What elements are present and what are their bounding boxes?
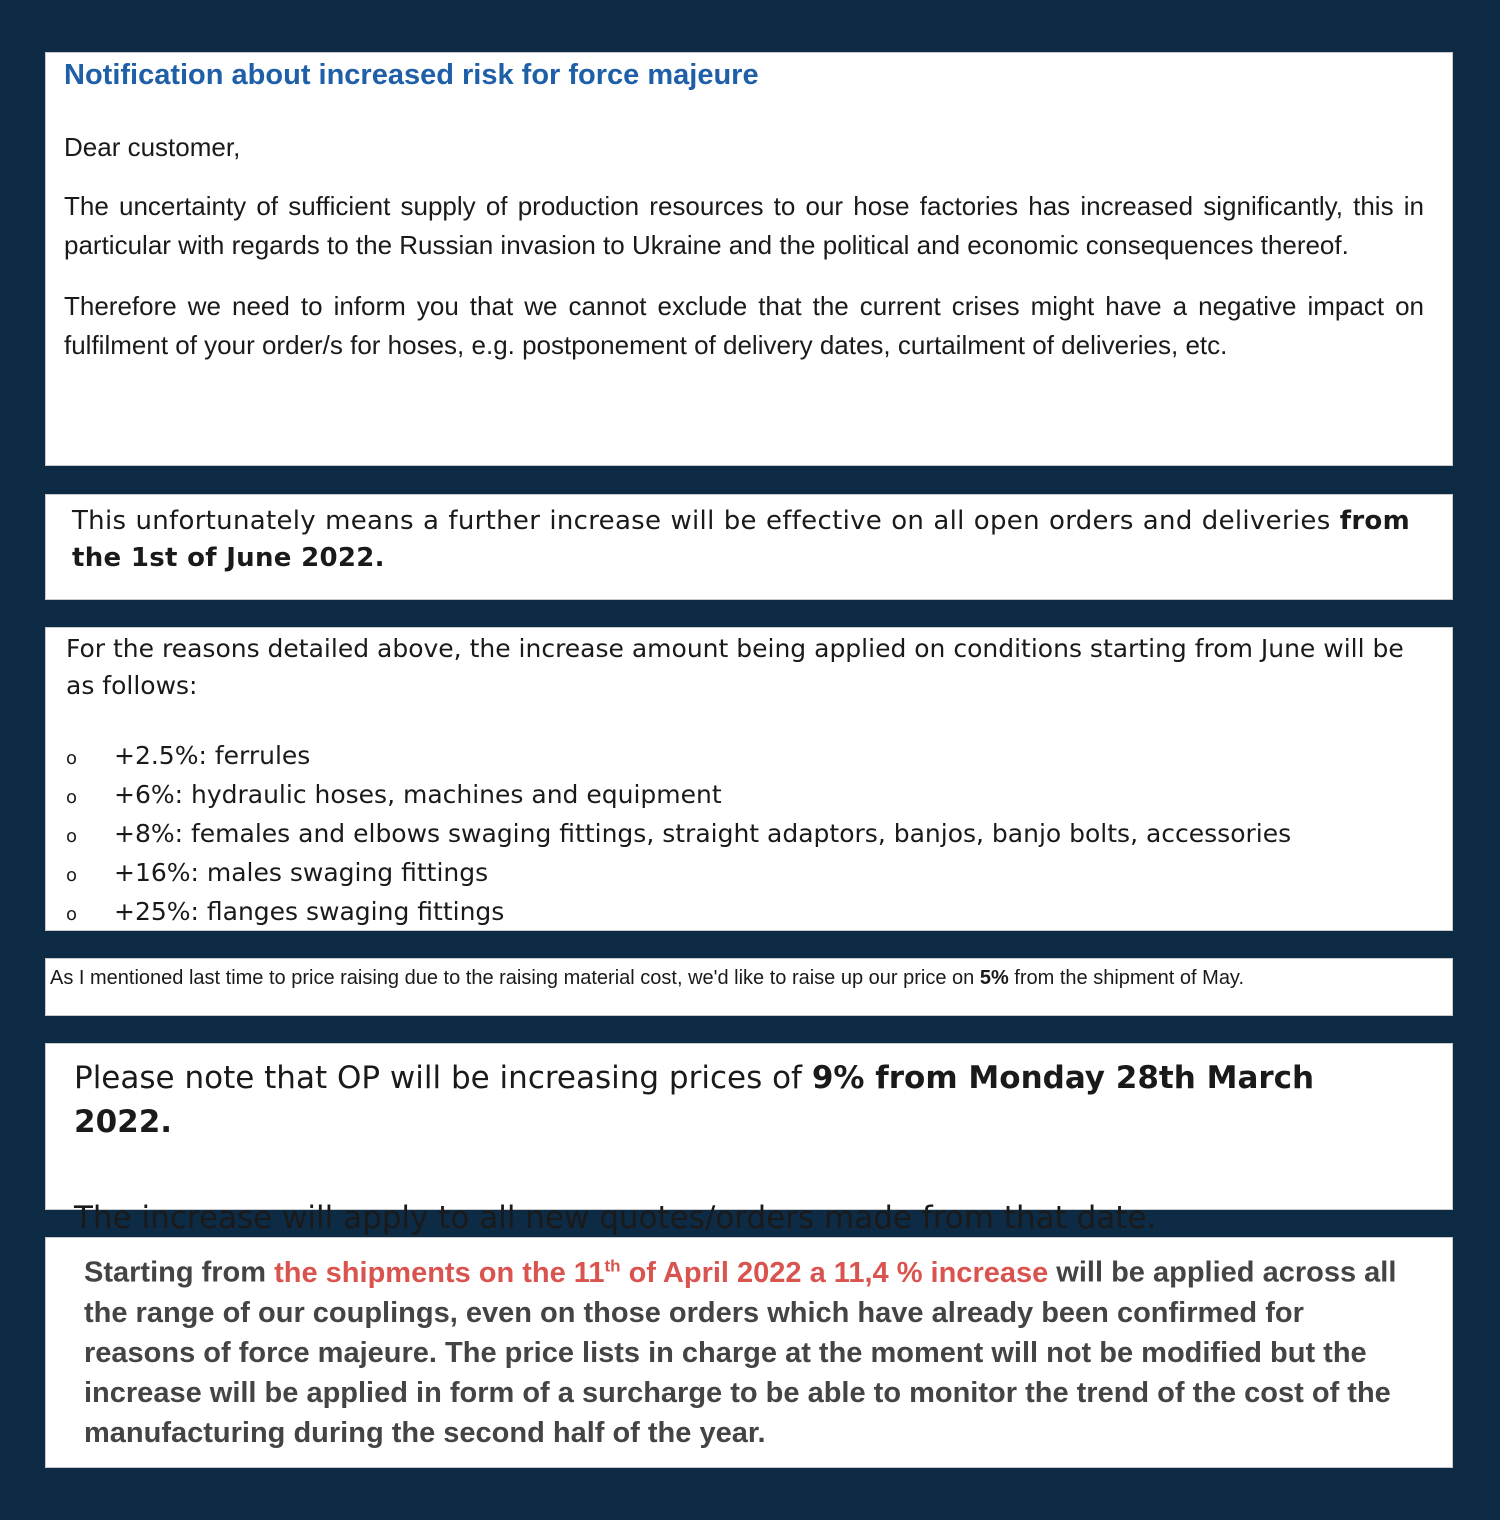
- list-item-text: +16%: males swaging fittings: [114, 858, 489, 887]
- june-increase-notice: [45, 494, 1453, 600]
- notice-title: Notification about increased risk for force majeure: [64, 59, 759, 91]
- june-increase-date: from the 1st of June 2022.: [72, 506, 1410, 573]
- list-item-text: +25%: flanges swaging fittings: [114, 897, 505, 926]
- op-increase-amount-date: 9% from Monday 28th March 2022.: [74, 1060, 1315, 1140]
- may-increase-before: As I mentioned last time to price raising due to the raising material cost, we'd like to raise up our price on: [50, 967, 980, 989]
- couplings-surcharge-notice: [45, 1237, 1453, 1468]
- may-increase-text: [50, 963, 1446, 993]
- force-majeure-notice: [45, 52, 1453, 466]
- circle-bullet-icon: o: [66, 826, 78, 847]
- circle-bullet-icon: o: [66, 865, 78, 886]
- paragraph-order-impact: Therefore we need to inform you that we cannot exclude that the current crises might have a negative impact on fulfilment of your order/s for hoses, e.g. postponement of delivery dates, curtailment of deliveries, etc.: [64, 291, 1424, 360]
- list-item-text: +8%: females and elbows swaging fittings, straight adaptors, banjos, banjo bolts, accessories: [114, 819, 1292, 848]
- list-item-text: +6%: hydraulic hoses, machines and equipment: [114, 780, 722, 809]
- may-increase-percent: 5%: [979, 967, 1009, 989]
- increase-list: [66, 738, 1422, 933]
- greeting: Dear customer,: [64, 132, 241, 162]
- op-increase-line: [74, 1056, 1422, 1144]
- surcharge-start: Starting from: [84, 1256, 275, 1289]
- breakdown-intro: For the reasons detailed above, the increase amount being applied on conditions starting from June will be as follows:: [66, 634, 1404, 700]
- surcharge-date-ordinal: th: [604, 1256, 621, 1275]
- june-increase-text: [72, 503, 1410, 577]
- op-increase-scope: The increase will apply to all new quotes/orders made from that date.: [74, 1200, 1157, 1236]
- list-item: [66, 816, 1422, 855]
- list-item-text: +2.5%: ferrules: [114, 741, 311, 770]
- circle-bullet-icon: o: [66, 787, 78, 808]
- surcharge-text: [84, 1246, 1422, 1453]
- surcharge-date-part2: of April 2022 a 11,4 % increase: [620, 1256, 1049, 1289]
- op-increase-notice: [45, 1043, 1453, 1236]
- circle-bullet-icon: o: [66, 748, 78, 769]
- may-increase-after: from the shipment of May.: [1008, 967, 1245, 989]
- list-item: [66, 894, 1422, 933]
- list-item: [66, 855, 1422, 894]
- surcharge-date-part1: the shipments on the 11: [274, 1256, 605, 1289]
- paragraph-supply-uncertainty: The uncertainty of sufficient supply of production resources to our hose factories has increased significantly, this in particular with regards to the Russian invasion to Ukraine and the political and economic consequences thereof.: [64, 191, 1424, 260]
- surcharge-rest: will be applied across all the range of our couplings, even on those orders which have already been confirmed for reasons of force majeure. The price lists in charge at the moment will not be modified but the increase will be applied in form of a surcharge to be able to monitor the trend of the cost of the manufacturing during the second half of the year.: [84, 1256, 1397, 1449]
- circle-bullet-icon: o: [66, 904, 78, 925]
- surcharge-highlight: [274, 1257, 1048, 1289]
- list-item: [66, 777, 1422, 816]
- may-increase-notice: [45, 958, 1453, 1016]
- increase-breakdown-notice: [45, 627, 1453, 931]
- op-increase-intro: Please note that OP will be increasing prices of: [74, 1060, 812, 1096]
- list-item: [66, 738, 1422, 777]
- june-increase-sentence: This unfortunately means a further increase will be effective on all open orders and deliveries: [72, 506, 1340, 536]
